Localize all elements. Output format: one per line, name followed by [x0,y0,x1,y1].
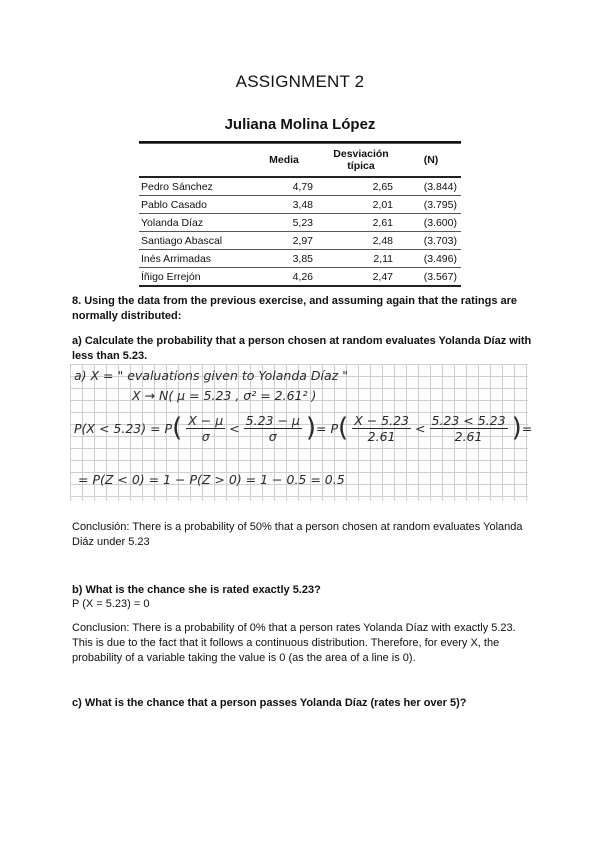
cell-sd: 2,65 [321,177,401,196]
hw-prob-left: P(X < 5.23) = P [74,420,173,436]
header-sd: Desviación típica [321,144,401,178]
table-row [139,214,461,232]
cell-sd: 2,47 [321,268,401,287]
cell-media: 2,97 [247,232,321,250]
fraction-3: $\frac{X - 5.23}{2.61}$ [354,412,410,444]
header-n: (N) [401,144,461,178]
open-paren: ( [338,413,349,443]
table-header-row [139,144,461,178]
question-8-prompt: 8. Using the data from the previous exercise, and assuming again that the ratings are normally distributed: [72,295,518,322]
cell-media: 3,48 [247,196,321,214]
cell-sd: 2,01 [321,196,401,214]
cell-name: Inés Arrimadas [139,250,247,268]
close-paren: ) [305,413,317,443]
handwritten-line-2: X → N( μ = 5.23 , σ² = 2.61² ) [132,388,317,403]
table-row [139,268,461,287]
cell-sd: 2,11 [321,250,401,268]
ratings-table [139,141,461,287]
cell-name: Santiago Abascal [139,232,247,250]
part-c-question: c) What is the chance that a person passes Yolanda Díaz (rates her over 5)? [72,697,467,709]
cell-name: Pablo Casado [139,196,247,214]
fraction-4: $\frac{5.23 < 5.23}{2.61}$ [431,412,506,444]
cell-n: (3.600) [401,214,461,232]
fraction-2: $\frac{5.23 - \mu}{\sigma}$ [245,412,300,444]
table-row [139,250,461,268]
close-paren: ) [511,413,522,443]
handwritten-line-1: a) X = " evaluations given to Yolanda Díaz " [74,368,348,383]
part-a-question: a) Calculate the probability that a person chosen at random evaluates Yolanda Díaz with less than 5.23. [72,335,532,362]
part-a-conclusion: Conclusión: There is a probability of 50% that a person chosen at random evaluates Yolanda Diáz under 5.23 [72,521,523,548]
cell-n: (3.496) [401,250,461,268]
open-paren: ( [172,413,183,443]
cell-sd: 2,48 [321,232,401,250]
cell-n: (3.703) [401,232,461,250]
cell-media: 4,26 [247,268,321,287]
cell-n: (3.567) [401,268,461,287]
header-name [139,144,247,178]
cell-name: Yolanda Díaz [139,214,247,232]
part-b-answer: P (X = 5.23) = 0 [72,598,150,610]
header-media: Media [247,144,321,178]
cell-n: (3.795) [401,196,461,214]
table-row [139,196,461,214]
cell-media: 4,79 [247,177,321,196]
part-b-conclusion: Conclusion: There is a probability of 0% that a person rates Yolanda Díaz with exactly 5.23. This is due to the fact that it follows a continuous distribution. Therefore, for every X, the probability of a variable taking the value is 0 (as the area of a line is 0). [72,622,516,664]
author-name: Juliana Molina López [224,116,376,133]
handwritten-line-3: P(X < 5.23) = P ( $\frac{X - \mu}{\sigma}$ < $\frac{5.23 - \mu}{\sigma}$ ) = P ( $\frac{X - 5.23}{2.61}$ < $\frac{5.23 < 5.23}{2.61}$ ) = [74,412,533,444]
cell-name: Íñigo Errejón [139,268,247,287]
part-b-question: b) What is the chance she is rated exactly 5.23? [72,584,321,596]
handwritten-solution-image [70,364,533,501]
table-row [139,177,461,196]
handwritten-line-4: = P(Z < 0) = 1 − P(Z > 0) = 1 − 0.5 = 0.5 [78,472,345,487]
table-row [139,232,461,250]
cell-media: 5,23 [247,214,321,232]
cell-name: Pedro Sánchez [139,177,247,196]
document-title: ASSIGNMENT 2 [235,72,365,91]
fraction-1: $\frac{X - \mu}{\sigma}$ [188,412,224,444]
cell-media: 3,85 [247,250,321,268]
cell-sd: 2,61 [321,214,401,232]
cell-n: (3.844) [401,177,461,196]
